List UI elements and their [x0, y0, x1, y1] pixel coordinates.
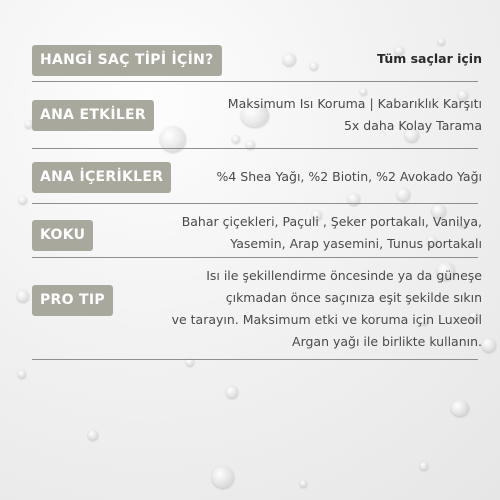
water-drop [451, 400, 469, 416]
scent-line: Bahar çiçekleri, Paçuli , Şeker portakalı, Vanilya, [181, 214, 482, 229]
main-ingredients-label: ANA İÇERİKLER [32, 162, 171, 193]
divider [32, 257, 478, 258]
main-effects-line: 5x daha Kolay Tarama [343, 118, 482, 133]
divider [32, 359, 478, 360]
divider [32, 203, 478, 204]
water-drop [438, 38, 445, 45]
pro-tip-line: Isı ile şekillendirme öncesinde ya da güneşe [206, 268, 482, 283]
water-drop [212, 466, 234, 488]
water-drop [300, 480, 307, 487]
divider [32, 148, 478, 149]
pro-tip-line: çıkmadan önce saçınıza eşit şekilde sıkın [225, 290, 482, 305]
hair-type-label: HANGİ SAÇ TİPİ İÇİN? [32, 45, 222, 76]
scent-value [182, 211, 482, 255]
water-drop [482, 338, 496, 352]
water-drop [397, 188, 410, 201]
water-drop [17, 290, 29, 302]
water-drop [18, 370, 26, 378]
divider [32, 81, 478, 82]
main-effects-label: ANA ETKİLER [32, 100, 154, 131]
main-effects-line: Maksimum Isı Koruma | Kabarıklık Karşıtı [227, 96, 482, 111]
hair-type-value [377, 48, 482, 70]
main-effects-value [228, 93, 482, 137]
water-drop [420, 462, 428, 470]
pro-tip-line: ve tarayın. Maksimum etki ve koruma için Luxeoil [171, 312, 482, 327]
main-ingredients-line: %4 Shea Yağı, %2 Biotin, %2 Avokado Yağı [216, 169, 482, 184]
scent-line: Yasemin, Arap yasemini, Tunus portakalı [230, 236, 482, 251]
pro-tip-label: PRO TIP [32, 285, 113, 316]
water-drop [19, 196, 27, 204]
pro-tip-value [172, 265, 482, 353]
water-drop [226, 386, 238, 398]
water-drop [283, 53, 296, 66]
main-ingredients-value [216, 166, 482, 188]
water-drop [88, 430, 98, 440]
hair-type-line: Tüm saçlar için [376, 51, 482, 66]
scent-label: KOKU [32, 220, 93, 251]
water-drop [310, 62, 318, 70]
pro-tip-line: Argan yağı ile birlikte kullanın. [292, 334, 482, 349]
